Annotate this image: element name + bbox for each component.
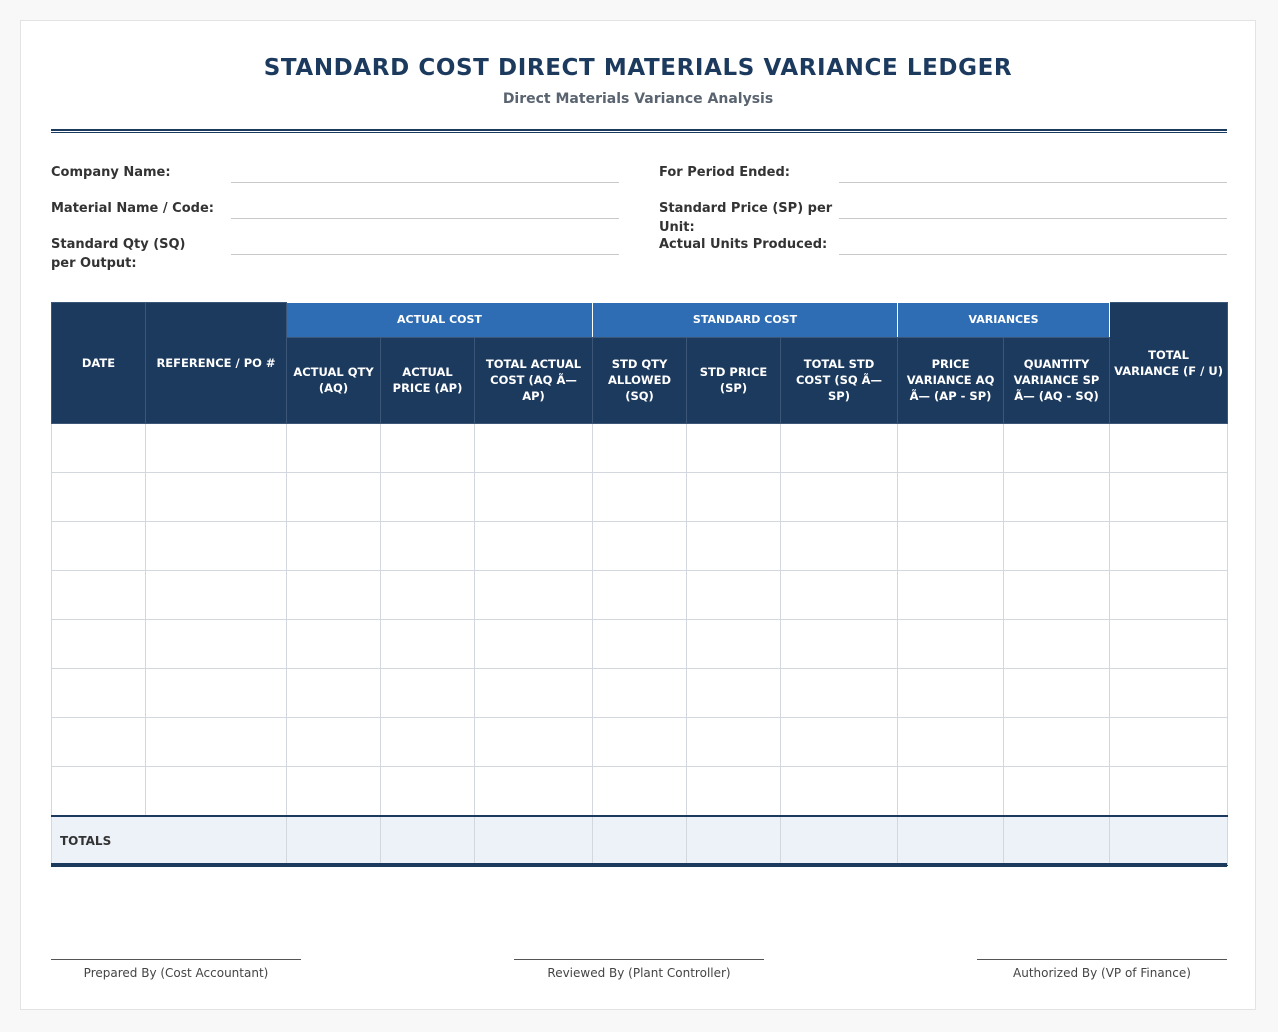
ledger-cell[interactable] <box>593 521 687 570</box>
material-name-input-line[interactable] <box>231 218 619 219</box>
totals-cell[interactable] <box>687 816 781 866</box>
ledger-cell[interactable] <box>52 521 146 570</box>
ledger-cell[interactable] <box>287 717 381 766</box>
ledger-cell[interactable] <box>287 570 381 619</box>
ledger-cell[interactable] <box>381 570 475 619</box>
table-row <box>52 619 1228 668</box>
ledger-cell[interactable] <box>52 570 146 619</box>
material-name-label: Material Name / Code: <box>51 201 214 216</box>
table-group-header-row <box>52 303 1228 338</box>
ledger-cell[interactable] <box>1004 423 1110 472</box>
ledger-body <box>52 423 1228 865</box>
ledger-cell[interactable] <box>781 423 898 472</box>
col-header-std-qty: STD QTY ALLOWED (SQ) <box>593 337 687 423</box>
ledger-cell[interactable] <box>146 717 287 766</box>
ledger-cell[interactable] <box>475 423 593 472</box>
ledger-cell[interactable] <box>898 717 1004 766</box>
ledger-cell[interactable] <box>1110 423 1228 472</box>
ledger-cell[interactable] <box>381 668 475 717</box>
standard-qty-label: Standard Qty (SQ) per Output: <box>51 237 186 271</box>
col-header-std-price: STD PRICE (SP) <box>687 337 781 423</box>
ledger-cell[interactable] <box>898 766 1004 816</box>
ledger-cell[interactable] <box>781 570 898 619</box>
ledger-cell[interactable] <box>475 472 593 521</box>
col-header-total-variance: TOTAL VARIANCE (F / U) <box>1110 303 1228 424</box>
authorized-by-signature-line[interactable] <box>977 959 1227 960</box>
totals-cell[interactable] <box>593 816 687 866</box>
standard-price-label: Standard Price (SP) per Unit: <box>659 201 833 235</box>
ledger-cell[interactable] <box>687 521 781 570</box>
ledger-cell[interactable] <box>146 766 287 816</box>
totals-cell[interactable] <box>287 816 381 866</box>
ledger-cell[interactable] <box>52 668 146 717</box>
ledger-cell[interactable] <box>687 570 781 619</box>
standard-price-input-line[interactable] <box>839 218 1227 219</box>
ledger-cell[interactable] <box>687 619 781 668</box>
ledger-cell[interactable] <box>687 766 781 816</box>
ledger-cell[interactable] <box>381 619 475 668</box>
authorized-by-label: Authorized By (VP of Finance) <box>1013 966 1191 980</box>
ledger-cell[interactable] <box>1004 668 1110 717</box>
ledger-cell[interactable] <box>781 472 898 521</box>
ledger-cell[interactable] <box>593 668 687 717</box>
prepared-by-label: Prepared By (Cost Accountant) <box>83 966 269 980</box>
ledger-cell[interactable] <box>781 521 898 570</box>
ledger-cell[interactable] <box>1004 521 1110 570</box>
ledger-cell[interactable] <box>898 472 1004 521</box>
col-header-total-std-cost: TOTAL STD COST (SQ Ã— SP) <box>781 337 898 423</box>
ledger-cell[interactable] <box>1110 472 1228 521</box>
ledger-cell[interactable] <box>475 668 593 717</box>
ledger-cell[interactable] <box>1004 472 1110 521</box>
ledger-cell[interactable] <box>52 423 146 472</box>
ledger-cell[interactable] <box>898 619 1004 668</box>
totals-cell[interactable] <box>781 816 898 866</box>
ledger-cell[interactable] <box>146 668 287 717</box>
reviewed-by-signature-line[interactable] <box>514 959 764 960</box>
ledger-cell[interactable] <box>1004 766 1110 816</box>
table-row <box>52 472 1228 521</box>
ledger-cell[interactable] <box>781 717 898 766</box>
ledger-cell[interactable] <box>1110 570 1228 619</box>
totals-cell[interactable] <box>898 816 1004 866</box>
ledger-cell[interactable] <box>593 619 687 668</box>
table-row <box>52 766 1228 816</box>
group-header-standard-cost: STANDARD COST <box>593 303 898 338</box>
period-ended-label: For Period Ended: <box>659 165 790 180</box>
ledger-cell[interactable] <box>146 619 287 668</box>
ledger-cell[interactable] <box>146 570 287 619</box>
company-name-label: Company Name: <box>51 165 171 180</box>
actual-units-input-line[interactable] <box>839 254 1227 255</box>
ledger-cell[interactable] <box>52 472 146 521</box>
ledger-cell[interactable] <box>475 570 593 619</box>
page-title: STANDARD COST DIRECT MATERIALS VARIANCE LEDGER <box>263 55 1013 81</box>
ledger-cell[interactable] <box>52 717 146 766</box>
col-header-total-actual-cost: TOTAL ACTUAL COST (AQ Ã— AP) <box>475 337 593 423</box>
ledger-cell[interactable] <box>287 472 381 521</box>
ledger-cell[interactable] <box>781 619 898 668</box>
ledger-cell[interactable] <box>687 717 781 766</box>
ledger-cell[interactable] <box>1004 717 1110 766</box>
col-header-actual-qty: ACTUAL QTY (AQ) <box>287 337 381 423</box>
col-header-quantity-variance: QUANTITY VARIANCE SP Ã— (AQ - SQ) <box>1004 337 1110 423</box>
ledger-cell[interactable] <box>287 668 381 717</box>
ledger-cell[interactable] <box>593 766 687 816</box>
table-row <box>52 717 1228 766</box>
ledger-cell[interactable] <box>475 619 593 668</box>
totals-cell[interactable] <box>381 816 475 866</box>
col-header-reference: REFERENCE / PO # <box>146 303 287 424</box>
ledger-cell[interactable] <box>287 766 381 816</box>
ledger-cell[interactable] <box>593 423 687 472</box>
ledger-cell[interactable] <box>781 766 898 816</box>
totals-cell[interactable] <box>475 816 593 866</box>
ledger-cell[interactable] <box>146 423 287 472</box>
table-row <box>52 668 1228 717</box>
period-ended-input-line[interactable] <box>839 182 1227 183</box>
ledger-cell[interactable] <box>1110 766 1228 816</box>
ledger-cell[interactable] <box>287 521 381 570</box>
ledger-cell[interactable] <box>1110 521 1228 570</box>
ledger-cell[interactable] <box>593 472 687 521</box>
ledger-cell[interactable] <box>1110 668 1228 717</box>
table-row <box>52 423 1228 472</box>
ledger-cell[interactable] <box>687 668 781 717</box>
ledger-cell[interactable] <box>475 521 593 570</box>
ledger-cell[interactable] <box>52 766 146 816</box>
ledger-cell[interactable] <box>593 717 687 766</box>
ledger-cell[interactable] <box>381 717 475 766</box>
ledger-cell[interactable] <box>287 423 381 472</box>
page-subtitle: Direct Materials Variance Analysis <box>502 91 774 107</box>
group-header-actual-cost: ACTUAL COST <box>287 303 593 338</box>
ledger-cell[interactable] <box>146 472 287 521</box>
group-header-variances: VARIANCES <box>898 303 1110 338</box>
ledger-cell[interactable] <box>475 766 593 816</box>
table-row <box>52 570 1228 619</box>
actual-units-label: Actual Units Produced: <box>659 237 828 252</box>
col-header-date: DATE <box>52 303 146 424</box>
col-header-price-variance: PRICE VARIANCE AQ Ã— (AP - SP) <box>898 337 1004 423</box>
ledger-cell[interactable] <box>381 472 475 521</box>
col-header-actual-price: ACTUAL PRICE (AP) <box>381 337 475 423</box>
ledger-cell[interactable] <box>1110 717 1228 766</box>
ledger-cell[interactable] <box>1110 619 1228 668</box>
ledger-cell[interactable] <box>146 521 287 570</box>
ledger-cell[interactable] <box>287 619 381 668</box>
table-bottom-divider <box>51 863 1227 867</box>
ledger-cell[interactable] <box>381 423 475 472</box>
table-row <box>52 521 1228 570</box>
header-divider <box>51 129 1227 133</box>
ledger-cell[interactable] <box>687 423 781 472</box>
reviewed-by-label: Reviewed By (Plant Controller) <box>547 966 731 980</box>
variance-ledger-table <box>51 302 1228 866</box>
ledger-cell[interactable] <box>475 717 593 766</box>
totals-label: TOTALS <box>52 816 287 866</box>
ledger-cell[interactable] <box>1004 570 1110 619</box>
ledger-cell[interactable] <box>898 521 1004 570</box>
totals-row <box>52 816 1228 866</box>
ledger-cell[interactable] <box>381 521 475 570</box>
ledger-cell[interactable] <box>52 619 146 668</box>
ledger-sheet <box>20 20 1256 1010</box>
totals-cell[interactable] <box>1110 816 1228 866</box>
company-name-input-line[interactable] <box>231 182 619 183</box>
ledger-cell[interactable] <box>898 668 1004 717</box>
ledger-cell[interactable] <box>381 766 475 816</box>
ledger-cell[interactable] <box>898 570 1004 619</box>
totals-cell[interactable] <box>1004 816 1110 866</box>
standard-qty-input-line[interactable] <box>231 254 619 255</box>
prepared-by-signature-line[interactable] <box>51 959 301 960</box>
ledger-cell[interactable] <box>1004 619 1110 668</box>
ledger-cell[interactable] <box>781 668 898 717</box>
ledger-cell[interactable] <box>898 423 1004 472</box>
ledger-cell[interactable] <box>593 570 687 619</box>
ledger-cell[interactable] <box>687 472 781 521</box>
